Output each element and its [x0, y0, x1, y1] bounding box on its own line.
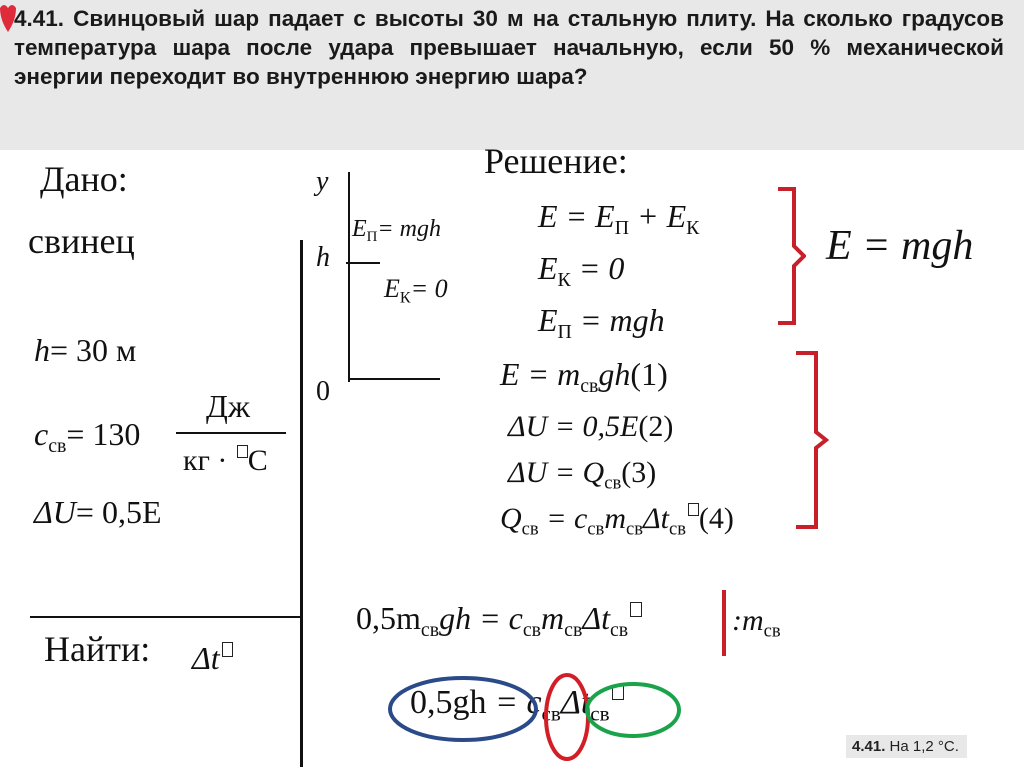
s4-part-c: m — [604, 502, 626, 535]
c2-sub-1: св — [541, 701, 561, 726]
c1-div: :m — [732, 604, 764, 637]
s1-sub: св — [580, 374, 599, 397]
s2-number: (2) — [638, 410, 674, 443]
s3-part-a: ΔU = Q — [508, 456, 605, 489]
bracket-brace-icon — [776, 186, 806, 326]
blue-circle-icon — [390, 678, 536, 740]
s4-part-a: Q — [500, 502, 522, 535]
ground-line — [348, 378, 440, 380]
c-subscript: св — [48, 434, 67, 457]
given-internal-energy — [34, 494, 161, 531]
given-height — [34, 332, 136, 369]
s1-part-b: gh — [598, 356, 631, 392]
c1-sub-1: св — [420, 618, 440, 641]
c-value: = 130 — [66, 416, 141, 452]
c2-part-a: 0,5gh — [410, 684, 487, 721]
c-unit-denominator — [183, 444, 268, 478]
missing-glyph-icon — [688, 503, 699, 517]
ek-value: = 0 — [410, 274, 448, 303]
energy-eq-total — [538, 196, 699, 248]
red-circle-icon — [546, 675, 591, 759]
ep-symbol: E — [352, 216, 367, 242]
find-quantity — [192, 640, 233, 677]
annotation-circles — [386, 672, 686, 764]
eq3-part-a: E — [538, 301, 558, 338]
eq2-part-b: = 0 — [570, 249, 625, 286]
fraction-bar — [176, 432, 286, 434]
s1-number: (1) — [630, 356, 668, 392]
height-value: = 30 м — [50, 332, 137, 368]
missing-glyph-icon — [222, 642, 233, 656]
answer — [846, 735, 967, 758]
missing-glyph-icon — [237, 445, 248, 459]
equation-4 — [500, 502, 734, 541]
c2-part-c: c — [526, 684, 542, 721]
height-tick — [346, 262, 380, 264]
ep-value: = mgh — [377, 216, 441, 242]
eq2-sub: К — [557, 268, 571, 291]
kinetic-energy-label — [384, 274, 448, 308]
eq3-part-b: = mgh — [571, 301, 665, 338]
c-symbol: c — [34, 416, 49, 452]
division-bar — [722, 590, 726, 656]
problem-number: 4.41. — [14, 6, 65, 31]
potential-energy-label — [352, 216, 441, 246]
s4-sub-3: св — [626, 518, 644, 540]
answer-text: На 1,2 °С. — [885, 738, 959, 755]
c-unit-den-text: кг · — [183, 444, 235, 477]
eq1-sub-1: П — [614, 216, 630, 239]
ep-subscript: П — [366, 229, 378, 246]
s3-sub: св — [604, 472, 622, 494]
eq1-part-a: E = E — [538, 198, 615, 234]
du-symbol: ΔU — [34, 494, 76, 530]
eq2-part-a: E — [538, 249, 558, 286]
energy-eq-kinetic — [538, 248, 699, 300]
bracket-brace-icon — [794, 350, 830, 530]
missing-glyph-icon — [630, 602, 641, 616]
level-0-label: 0 — [316, 376, 330, 407]
c1-sub-2: св — [522, 618, 542, 641]
green-circle-icon — [587, 684, 679, 736]
c-unit-den-end: С — [247, 444, 268, 477]
s3-number: (3) — [621, 456, 657, 489]
c-unit-numerator: Дж — [206, 388, 250, 424]
energy-result: E = mgh — [826, 223, 974, 269]
c2-part-d: Δt — [560, 684, 591, 721]
answer-number: 4.41. — [852, 738, 886, 755]
ek-symbol: E — [384, 274, 400, 303]
eq3-sub: П — [557, 320, 572, 343]
given-heat-capacity — [34, 416, 140, 458]
equation-2 — [508, 410, 673, 444]
s2-part-a: ΔU = 0,5E — [508, 410, 639, 443]
y-axis — [348, 172, 350, 382]
combined-equation — [356, 600, 642, 642]
find-divider-horizontal — [30, 616, 302, 618]
problem-statement — [14, 4, 1004, 91]
energy-equations — [538, 196, 699, 352]
s4-sub-2: св — [587, 518, 605, 540]
s4-part-b: = c — [538, 502, 588, 535]
c2-equals: = — [486, 684, 527, 721]
find-quantity-text: Δt — [192, 640, 220, 676]
eq1-sub-2: К — [686, 216, 700, 239]
s4-sub-1: св — [521, 518, 539, 540]
given-heading: Дано: — [40, 159, 128, 199]
c2-sub-2: св — [590, 701, 610, 726]
height-symbol: h — [34, 332, 50, 368]
find-heading: Найти: — [44, 629, 151, 669]
solution-heading: Решение: — [484, 141, 628, 181]
c1-part-b: gh = c — [439, 600, 523, 636]
c1-part-c: m — [541, 600, 565, 636]
problem-text: Свинцовый шар падает с высоты 30 м на стальную плиту. На сколько градусов температура шара после удара превышает начальную, если 50 % механической энергии переходит во внутреннюю энергию шара? — [14, 6, 1004, 89]
division-term — [732, 604, 781, 643]
s4-sub-4: св — [669, 518, 687, 540]
s4-part-d: Δt — [643, 502, 669, 535]
s1-part-a: E = m — [500, 356, 581, 392]
level-h-label: h — [316, 242, 330, 273]
given-divider-vertical — [300, 240, 303, 767]
energy-eq-potential — [538, 300, 699, 352]
c1-sub-5: св — [763, 620, 781, 642]
s4-number: (4) — [698, 502, 734, 535]
c1-sub-4: св — [609, 618, 629, 641]
equation-1 — [500, 356, 668, 398]
c1-part-a: 0,5m — [356, 600, 421, 636]
given-material: свинец — [28, 221, 135, 261]
equation-3 — [508, 456, 656, 495]
c1-sub-3: св — [564, 618, 583, 641]
c1-part-d: Δt — [582, 600, 610, 636]
axis-y-label: y — [316, 166, 329, 197]
ek-subscript: К — [399, 289, 411, 307]
du-value: = 0,5E — [75, 494, 162, 530]
eq1-part-b: + E — [629, 198, 687, 234]
